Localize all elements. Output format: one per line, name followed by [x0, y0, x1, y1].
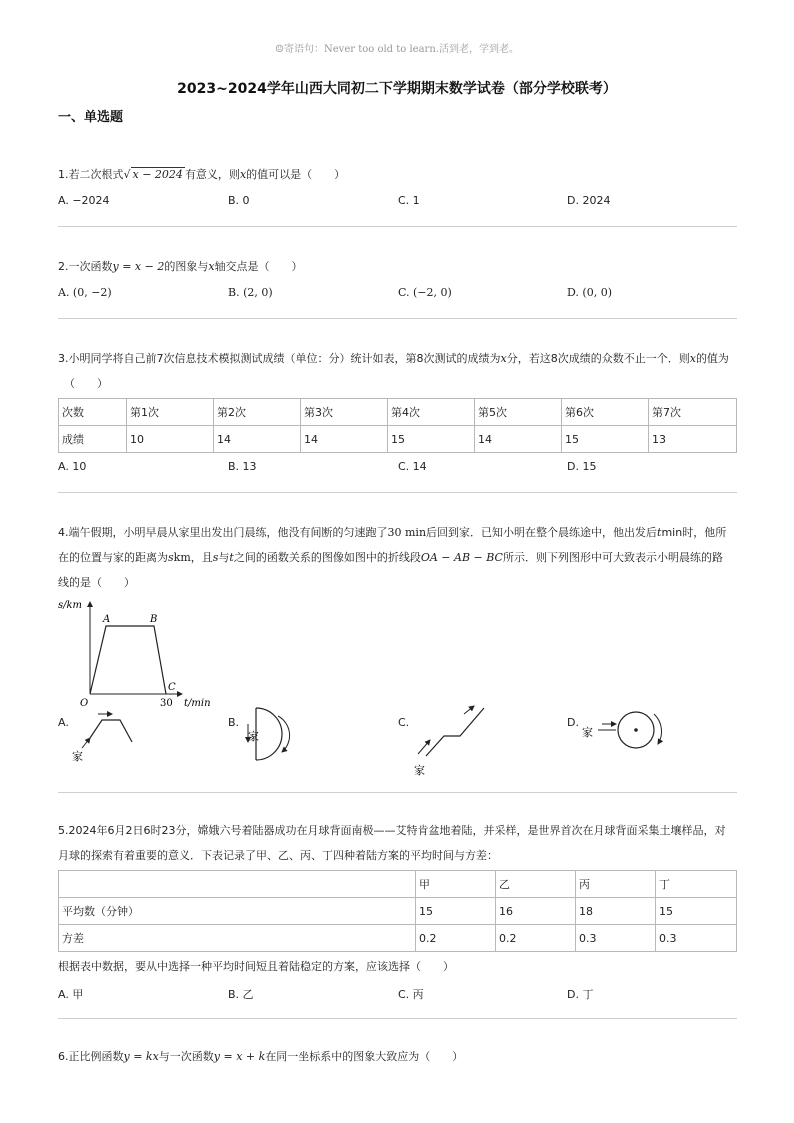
home-label: 家	[582, 726, 593, 739]
table-row	[59, 399, 737, 426]
direction-arrow	[278, 716, 290, 752]
q3-var-x: x	[500, 352, 507, 365]
table-cell: 10	[127, 426, 214, 453]
table-cell: 13	[649, 426, 737, 453]
point-b-label: B	[150, 614, 158, 625]
q1-text-pre: 1.若二次根式	[58, 168, 124, 181]
table-row	[59, 898, 737, 925]
point-c-label: C	[168, 682, 176, 693]
table-cell: 第3次	[301, 399, 388, 426]
home-label: 家	[414, 764, 425, 777]
q3-text-post: 的值为	[695, 352, 729, 365]
q6-text-post: 在同一坐标系中的图象大致应为（ ）	[265, 1050, 464, 1063]
table-cell: 成绩	[59, 426, 127, 453]
q4-option-d[interactable]: D.	[567, 716, 579, 729]
q3-text-mid: 分，若这8次成绩的众数不止一个．则	[506, 352, 690, 365]
q5-option-b[interactable]: B. 乙	[228, 988, 254, 1001]
q4-var-s: s	[212, 551, 219, 564]
q2-text-mid: 的图象与	[164, 260, 209, 273]
q4-text: 之间的函数关系的图像如图中的折线段	[233, 551, 421, 564]
q6-text-pre: 6.正比例函数	[58, 1050, 124, 1063]
q3-option-a[interactable]: A. 10	[58, 460, 87, 473]
table-cell: 16	[496, 898, 576, 925]
home-label: 家	[72, 750, 83, 763]
home-label: 家	[248, 730, 259, 743]
table-cell: 第2次	[214, 399, 301, 426]
q1-option-c[interactable]: C. 1	[398, 194, 420, 207]
q4-var-t: t	[657, 526, 662, 539]
table-cell: 15	[562, 426, 649, 453]
q4-option-b-figure	[238, 702, 298, 764]
polyline-oabc	[90, 626, 166, 694]
question-6-stem	[58, 1046, 738, 1068]
table-cell: 第1次	[127, 399, 214, 426]
q1-text-post: 的值可以是（ ）	[246, 168, 346, 181]
q4-var-t: t	[229, 551, 234, 564]
table-cell: 14	[214, 426, 301, 453]
table-row	[59, 426, 737, 453]
start-arrow	[82, 738, 90, 748]
table-cell: 第5次	[475, 399, 562, 426]
table-cell: 0.2	[416, 925, 496, 952]
question-5-line-3: 根据表中数据，要从中选择一种平均时间短且着陆稳定的方案，应该选择（ ）	[58, 960, 454, 973]
q2-option-a[interactable]: A. (0, −2)	[58, 286, 112, 299]
q4-unit-km: km	[173, 551, 191, 564]
section-heading: 一、单选题	[58, 110, 124, 125]
table-cell: 丁	[656, 871, 737, 898]
q2-option-b[interactable]: B. (2, 0)	[228, 286, 273, 299]
x-axis-label: t/min	[184, 698, 211, 709]
table-cell: 14	[475, 426, 562, 453]
start-arrow	[418, 740, 430, 754]
direction-arrow	[654, 714, 662, 744]
q1-option-d[interactable]: D. 2024	[567, 194, 611, 207]
table-cell: 方差	[59, 925, 416, 952]
route-path	[426, 708, 484, 756]
q6-linear-function: y = x + k	[213, 1050, 266, 1063]
q3-var-x2: x	[689, 352, 696, 365]
q5-option-d[interactable]: D. 丁	[567, 988, 594, 1001]
route-path	[90, 720, 132, 742]
q4-polyline-name: OA − AB − BC	[420, 551, 503, 564]
table-cell: 14	[301, 426, 388, 453]
q3-score-table	[58, 398, 737, 453]
y-axis-label: s/km	[58, 600, 83, 611]
table-cell: 0.3	[576, 925, 656, 952]
q4-duration: 30 min	[387, 526, 427, 539]
q5-option-a[interactable]: A. 甲	[58, 988, 84, 1001]
table-cell: 0.2	[496, 925, 576, 952]
table-cell: 平均数（分钟）	[59, 898, 416, 925]
q3-answer-paren: （ ）	[64, 377, 108, 390]
q4-text: ，且	[190, 551, 213, 564]
watermark-motto: ☺寄语句：Never too old to learn.活到老，学到老。	[275, 44, 519, 55]
q1-text-mid: 有意义，则	[184, 168, 240, 181]
question-4-line-2	[58, 547, 738, 569]
q4-option-c-figure	[408, 704, 492, 778]
table-cell: 甲	[416, 871, 496, 898]
q4-text: 后回到家．已知小明在整个晨练途中，他出发后	[426, 526, 658, 539]
q3-option-d[interactable]: D. 15	[567, 460, 597, 473]
q1-sqrt-sign: √	[123, 168, 131, 181]
q4-var-s: s	[168, 551, 174, 564]
exam-title: 2023~2024学年山西大同初二下学期期末数学试卷（部分学校联考）	[177, 81, 617, 97]
q4-text: 所示．则下列图形中可大致表示小明晨练的路	[502, 551, 723, 564]
table-cell: 乙	[496, 871, 576, 898]
table-cell: 18	[576, 898, 656, 925]
q3-text-pre: 3.小明同学将自己前7次信息技术模拟测试成绩（单位：分）统计如表，第8次测试的成绩为	[58, 352, 501, 365]
table-cell: 丙	[576, 871, 656, 898]
q4-text: 4.端午假期，小明早晨从家里出发出门晨练，他没有间断的匀速跑了	[58, 526, 388, 539]
question-1-stem	[58, 164, 738, 186]
q4-option-b[interactable]: B.	[228, 716, 240, 729]
table-row	[59, 871, 737, 898]
direction-arrow	[464, 706, 474, 714]
q4-text: min时，他所	[661, 526, 727, 539]
separator-4	[58, 792, 737, 793]
q3-option-b[interactable]: B. 13	[228, 460, 257, 473]
q1-var-x: x	[239, 168, 247, 181]
table-cell: 第4次	[388, 399, 475, 426]
q6-text-mid: 与一次函数	[158, 1050, 214, 1063]
tick-30-label: 30	[160, 698, 173, 709]
q4-option-a[interactable]: A.	[58, 716, 69, 729]
q4-distance-time-graph	[56, 594, 226, 712]
q6-proportional-function: y = kx	[123, 1050, 159, 1063]
q1-option-b[interactable]: B. 0	[228, 194, 250, 207]
q2-option-d[interactable]: D. (0, 0)	[567, 286, 612, 299]
table-cell: 15	[656, 898, 737, 925]
table-cell: 15	[388, 426, 475, 453]
q5-landing-table	[58, 870, 737, 952]
q1-option-a[interactable]: A. −2024	[58, 194, 110, 207]
separator-3	[58, 492, 737, 493]
circle-center	[634, 728, 638, 732]
question-2-stem	[58, 256, 738, 278]
q4-text: 与	[218, 551, 230, 564]
separator-2	[58, 318, 737, 319]
origin-label: O	[80, 698, 89, 709]
table-row	[59, 925, 737, 952]
table-cell: 0.3	[656, 925, 737, 952]
point-a-label: A	[103, 614, 111, 625]
q2-var-x: x	[208, 260, 215, 273]
q2-option-c[interactable]: C. (−2, 0)	[398, 286, 452, 299]
question-5-line-1: 5.2024年6月2日6时23分，嫦娥六号着陆器成功在月球背面南极——艾特肯盆地着陆，并采样，是世界首次在月球背面采集土壤样品，对	[58, 824, 726, 837]
q1-radicand: x − 2024	[132, 168, 183, 181]
q2-function: y = x − 2	[112, 260, 165, 273]
table-cell: 15	[416, 898, 496, 925]
q4-option-c[interactable]: C.	[398, 716, 410, 729]
q4-option-a-figure	[70, 704, 140, 766]
q3-option-c[interactable]: C. 14	[398, 460, 427, 473]
q5-option-c[interactable]: C. 丙	[398, 988, 424, 1001]
q2-text-post: 轴交点是（ ）	[214, 260, 303, 273]
q2-text-pre: 2.一次函数	[58, 260, 113, 273]
question-4-line-3: 线的是（ ）	[58, 576, 135, 589]
table-cell: 次数	[59, 399, 127, 426]
separator-5	[58, 1018, 737, 1019]
table-cell: 第7次	[649, 399, 737, 426]
question-5-line-2: 月球的探索有着重要的意义．下表记录了甲、乙、丙、丁四种着陆方案的平均时间与方差：	[58, 849, 498, 862]
table-cell: 第6次	[562, 399, 649, 426]
question-3-stem	[58, 348, 738, 370]
q4-option-d-figure	[580, 704, 670, 756]
separator-1	[58, 226, 737, 227]
q4-text: 在的位置与家的距离为	[58, 551, 168, 564]
question-4-line-1	[58, 522, 738, 544]
table-cell	[59, 871, 416, 898]
semicircle-arc	[256, 708, 282, 760]
